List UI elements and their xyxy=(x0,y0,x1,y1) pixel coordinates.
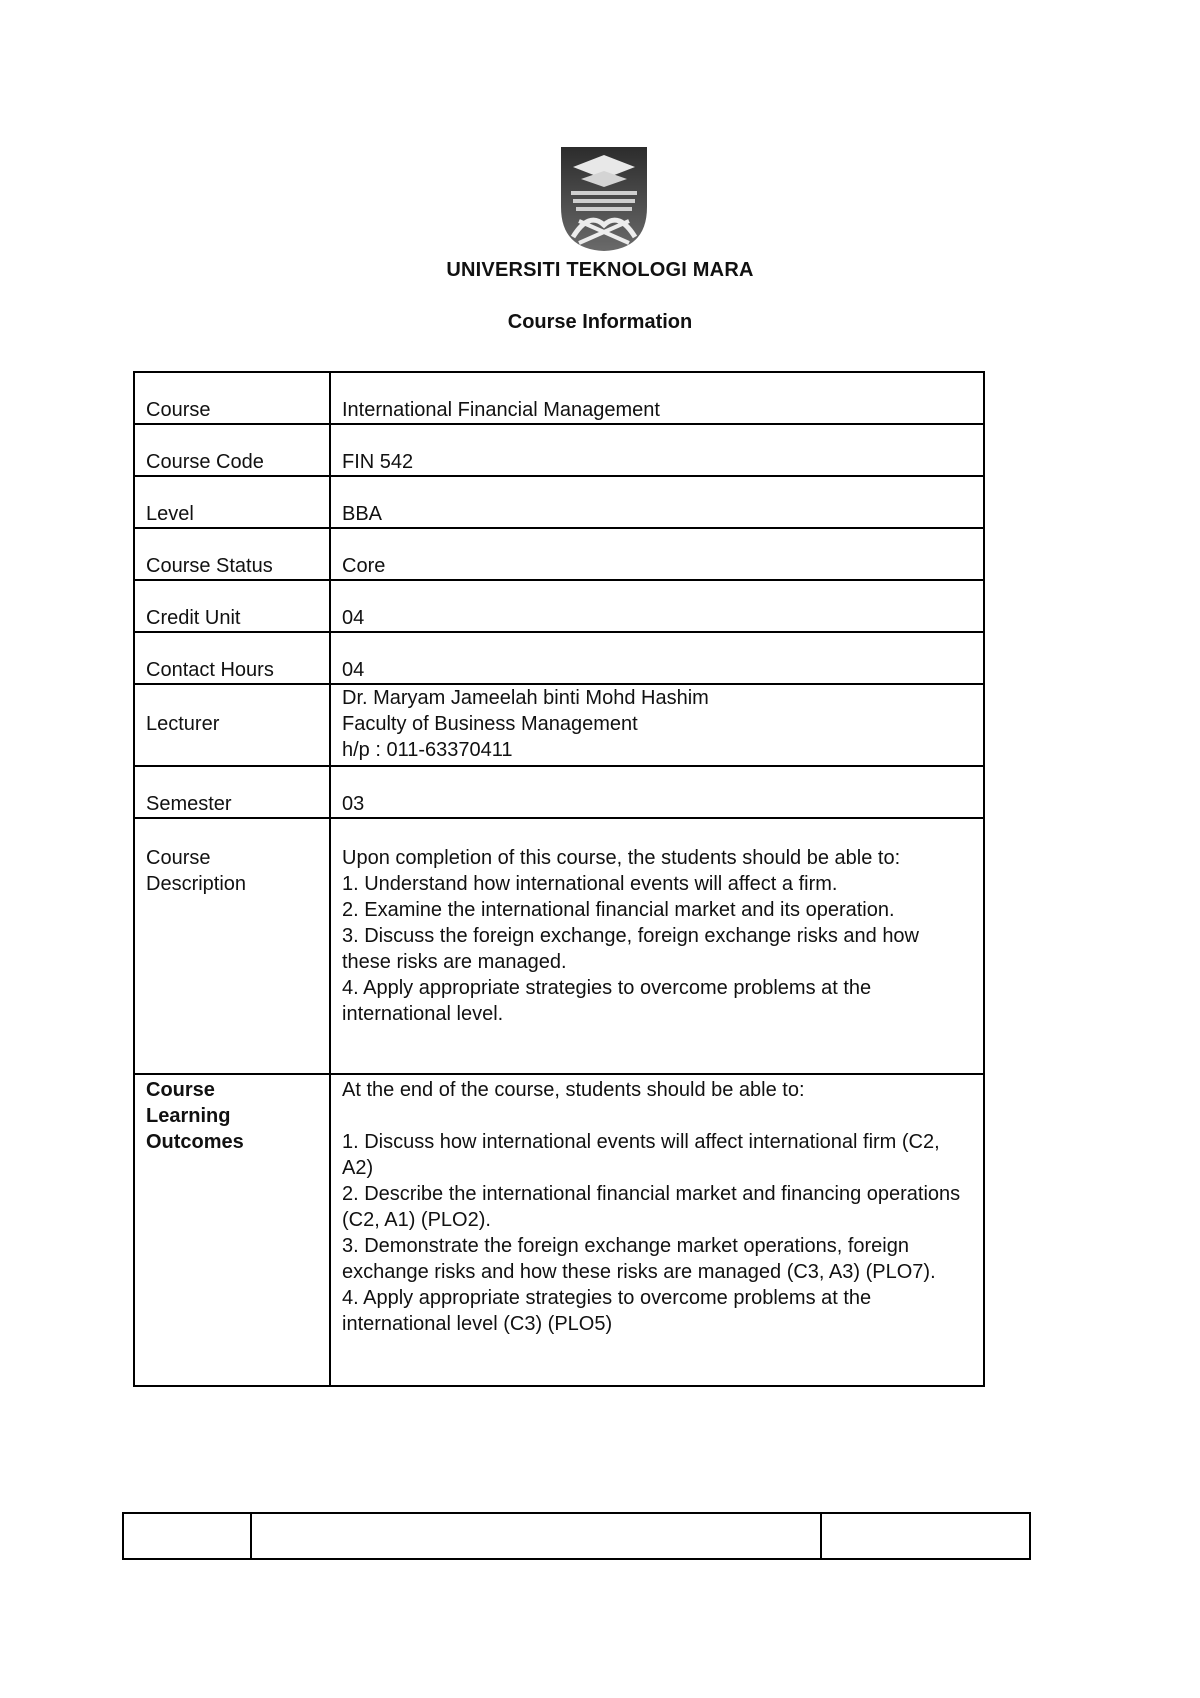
label-line: Description xyxy=(146,873,247,895)
row-value: Core xyxy=(330,528,984,580)
label-line: Course xyxy=(146,1079,215,1101)
row-label: Semester xyxy=(134,766,330,818)
table-row-lecturer xyxy=(134,684,984,766)
description-intro: Upon completion of this course, the students should be able to: xyxy=(342,847,901,869)
course-info-table xyxy=(133,371,985,1387)
outcomes-content xyxy=(330,1074,984,1386)
lecturer-faculty: Faculty of Business Management xyxy=(342,713,638,735)
list-item: 4. Apply appropriate strategies to overcome problems at the international level. xyxy=(342,977,872,1025)
list-item: 4. Apply appropriate strategies to overcome problems at the international level (C3) (PLO5) xyxy=(342,1287,872,1335)
spacer xyxy=(342,1103,973,1129)
row-value: FIN 542 xyxy=(330,424,984,476)
description-content xyxy=(330,818,984,1074)
row-label: Credit Unit xyxy=(134,580,330,632)
lecturer-name: Dr. Maryam Jameelah binti Mohd Hashim xyxy=(342,687,709,709)
footer-cell xyxy=(251,1513,821,1559)
university-logo xyxy=(559,145,649,253)
list-item: 3. Demonstrate the foreign exchange market operations, foreign exchange risks and how these risks are managed (C3, A3) (PLO7). xyxy=(342,1235,936,1283)
table-row-credit-unit xyxy=(134,580,984,632)
footer-table xyxy=(122,1512,1031,1560)
row-value: International Financial Management xyxy=(330,372,984,424)
list-item: 1. Discuss how international events will affect international firm (C2, A2) xyxy=(342,1131,940,1179)
table-row-level xyxy=(134,476,984,528)
footer-row xyxy=(123,1513,1030,1559)
row-value: 03 xyxy=(330,766,984,818)
row-value: 04 xyxy=(330,580,984,632)
list-item: 2. Examine the international financial market and its operation. xyxy=(342,899,895,921)
row-value: BBA xyxy=(330,476,984,528)
list-item: 2. Describe the international financial market and financing operations (C2, A1) (PLO2). xyxy=(342,1183,961,1231)
row-label xyxy=(134,818,330,1074)
list-item: 1. Understand how international events will affect a firm. xyxy=(342,873,838,895)
page-title: Course Information xyxy=(507,311,693,333)
row-label: Course Code xyxy=(134,424,330,476)
table-row-course-status xyxy=(134,528,984,580)
label-line: Learning xyxy=(146,1105,231,1127)
row-label: Lecturer xyxy=(134,684,330,766)
row-label xyxy=(134,1074,330,1386)
row-value: 04 xyxy=(330,632,984,684)
row-label: Level xyxy=(134,476,330,528)
lecturer-details xyxy=(330,684,984,766)
row-label: Contact Hours xyxy=(134,632,330,684)
outcomes-intro: At the end of the course, students should be able to: xyxy=(342,1079,805,1101)
table-row-course-description xyxy=(134,818,984,1074)
table-row-learning-outcomes xyxy=(134,1074,984,1386)
table-row-semester xyxy=(134,766,984,818)
university-name: UNIVERSITI TEKNOLOGI MARA xyxy=(446,259,754,281)
table-row-course-code xyxy=(134,424,984,476)
list-item: 3. Discuss the foreign exchange, foreign exchange risks and how these risks are managed. xyxy=(342,925,920,973)
table-row-course xyxy=(134,372,984,424)
footer-cell xyxy=(123,1513,251,1559)
table-row-contact-hours xyxy=(134,632,984,684)
lecturer-phone: h/p : 011-63370411 xyxy=(342,739,513,761)
row-label: Course Status xyxy=(134,528,330,580)
footer-cell xyxy=(821,1513,1030,1559)
label-line: Course xyxy=(146,847,211,869)
label-line: Outcomes xyxy=(146,1131,244,1153)
row-label: Course xyxy=(134,372,330,424)
